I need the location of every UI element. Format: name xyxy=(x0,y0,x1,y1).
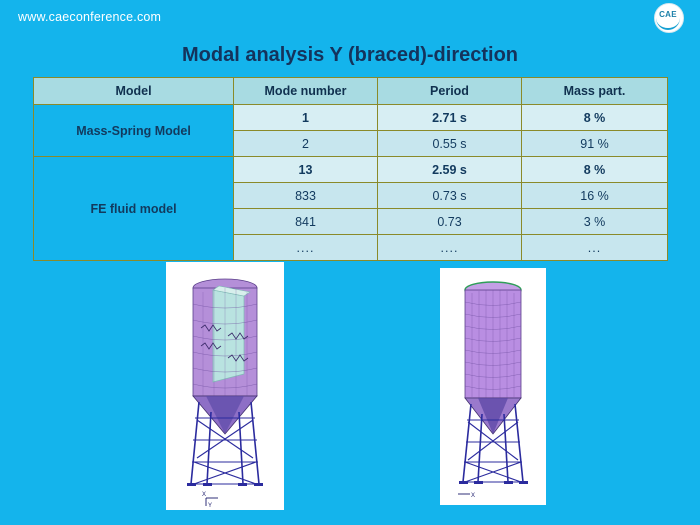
cell-mass-part: 8 % xyxy=(522,105,668,131)
modal-analysis-table xyxy=(33,77,668,261)
cell-mass-part: 3 % xyxy=(522,209,668,235)
column-header-mode-number: Mode number xyxy=(234,78,378,105)
figure-fe-fluid-model xyxy=(440,268,546,505)
conference-url: www.caeconference.com xyxy=(18,10,162,24)
figure-mass-spring-model xyxy=(166,262,284,510)
group-label-mass-spring: Mass-Spring Model xyxy=(34,105,234,157)
cell-mass-part: 16 % xyxy=(522,183,668,209)
mass-spring-model-image xyxy=(166,262,284,510)
group-label-fe-fluid: FE fluid model xyxy=(34,157,234,261)
cell-mode-number: 13 xyxy=(234,157,378,183)
fe-fluid-model-image xyxy=(440,268,546,505)
cell-mode-number: 1 xyxy=(234,105,378,131)
table-row xyxy=(34,105,668,131)
logo-label: CAE xyxy=(659,10,677,19)
table-header-row xyxy=(34,78,668,105)
svg-text:X: X xyxy=(202,492,207,498)
table-header xyxy=(34,78,668,105)
cell-mode-number: 2 xyxy=(234,131,378,157)
cell-mass-part: 8 % xyxy=(522,157,668,183)
svg-text:Y: Y xyxy=(208,503,213,509)
cell-period: 0.73 xyxy=(378,209,522,235)
column-header-period: Period xyxy=(378,78,522,105)
column-header-mass-part: Mass part. xyxy=(522,78,668,105)
cell-period: 2.71 s xyxy=(378,105,522,131)
table-row xyxy=(34,157,668,183)
cell-mode-number: 833 xyxy=(234,183,378,209)
svg-text:X: X xyxy=(471,493,476,499)
cae-logo xyxy=(650,2,688,32)
cell-period: .... xyxy=(378,235,522,261)
cell-period: 0.55 s xyxy=(378,131,522,157)
column-header-model: Model xyxy=(34,78,234,105)
cell-mass-part: ... xyxy=(522,235,668,261)
table-body xyxy=(34,105,668,261)
cell-mode-number: .... xyxy=(234,235,378,261)
cell-period: 0.73 s xyxy=(378,183,522,209)
page-title: Modal analysis Y (braced)-direction xyxy=(181,44,519,66)
cell-period: 2.59 s xyxy=(378,157,522,183)
cell-mass-part: 91 % xyxy=(522,131,668,157)
cell-mode-number: 841 xyxy=(234,209,378,235)
